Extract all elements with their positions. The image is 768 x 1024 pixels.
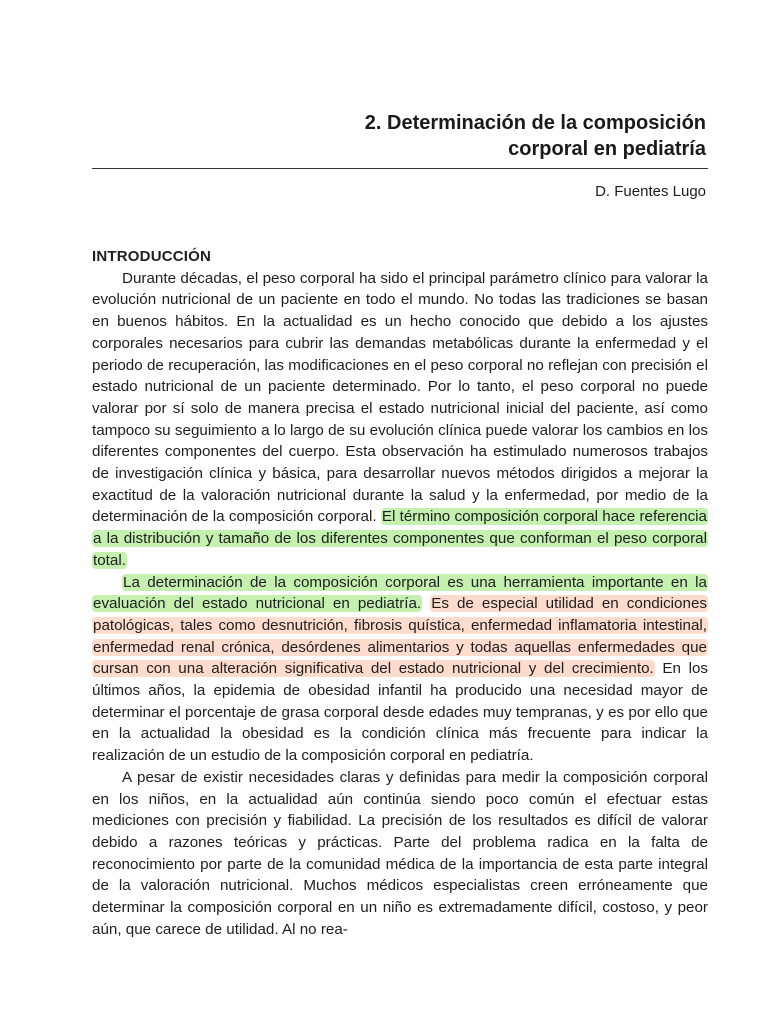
paragraph-1	[92, 268, 708, 572]
chapter-title-line-2: corporal en pediatría	[508, 138, 706, 160]
paragraph-2	[92, 572, 708, 767]
author-name: D. Fuentes Lugo	[595, 183, 706, 200]
title-divider	[92, 168, 708, 169]
highlight-green-2[interactable]: La determinación de la composición corporal es una herramienta importante en la evaluación del estado nutricional en pediatría.	[93, 573, 707, 613]
chapter-title	[92, 110, 708, 162]
chapter-title-line-1: 2. Determinación de la composición	[364, 112, 706, 134]
document-page	[92, 110, 708, 941]
section-heading: INTRODUCCIÓN	[92, 248, 212, 265]
paragraph-3	[92, 767, 708, 941]
paragraph-2-text: En los últimos años, la epidemia de obesidad infantil ha producido una necesidad mayor de determinar el porcentaje de grasa corporal desde edades muy tempranas, y es por ello que en la actualidad la obesidad es la condición clínica más frecuente para indicar la realización de un estudio de la composición corporal en pediatría.	[92, 660, 708, 765]
highlight-orange-1[interactable]: Es de especial utilidad en condiciones patológicas, tales como desnutrición, fibrosis quística, enfermedad inflamatoria intestinal, enfermedad renal crónica, desórdenes alimentarios y todas aquellas enfermedades que cursan con una alteración significativa del estado nutricional y del crecimiento.	[93, 595, 707, 678]
paragraph-1-text: Durante décadas, el peso corporal ha sido el principal parámetro clínico para valorar la evolución nutricional de un paciente en todo el mundo. No todas las tradiciones se basan en buenos hábitos. En la actualidad es un hecho conocido que debido a los ajustes corporales necesarios para cubrir las demandas metabólicas durante la enfermedad y el periodo de recuperación, las modificaciones en el peso corporal no reflejan con precisión el estado nutricional de un paciente determinado. Por lo tanto, el peso corporal no puede valorar por sí solo de manera precisa el estado nutricional inicial del paciente, así como tampoco su seguimiento a lo largo de su evolución clínica puede valorar los cambios en los diferentes componentes del cuerpo. Esta observación ha estimulado numerosos trabajos de investigación clínica y básica, para desarrollar nuevos métodos dirigidos a mejorar la exactitud de la valoración nutricional durante la salud y la enfermedad, por medio de la determinación de la composición corporal.	[92, 269, 708, 526]
highlight-green-1[interactable]: El término composición corporal hace referencia a la distribución y tamaño de los diferentes componentes que conforman el peso corporal total.	[93, 508, 707, 569]
paragraph-3-text: A pesar de existir necesidades claras y definidas para medir la composición corporal en los niños, en la actualidad aún continúa siendo poco común el efectuar estas mediciones con precisión y fiabilidad. La precisión de los resultados es difícil de valorar debido a razones teóricas y prácticas. Parte del problema radica en la falta de reconocimiento por parte de la comunidad médica de la importancia de esta parte integral de la valoración nutricional. Muchos médicos especialistas creen erróneamente que determinar la composición corporal en un niño es extremadamente difícil, costoso, y peor aún, que carece de utilidad. Al no rea-	[92, 768, 708, 938]
